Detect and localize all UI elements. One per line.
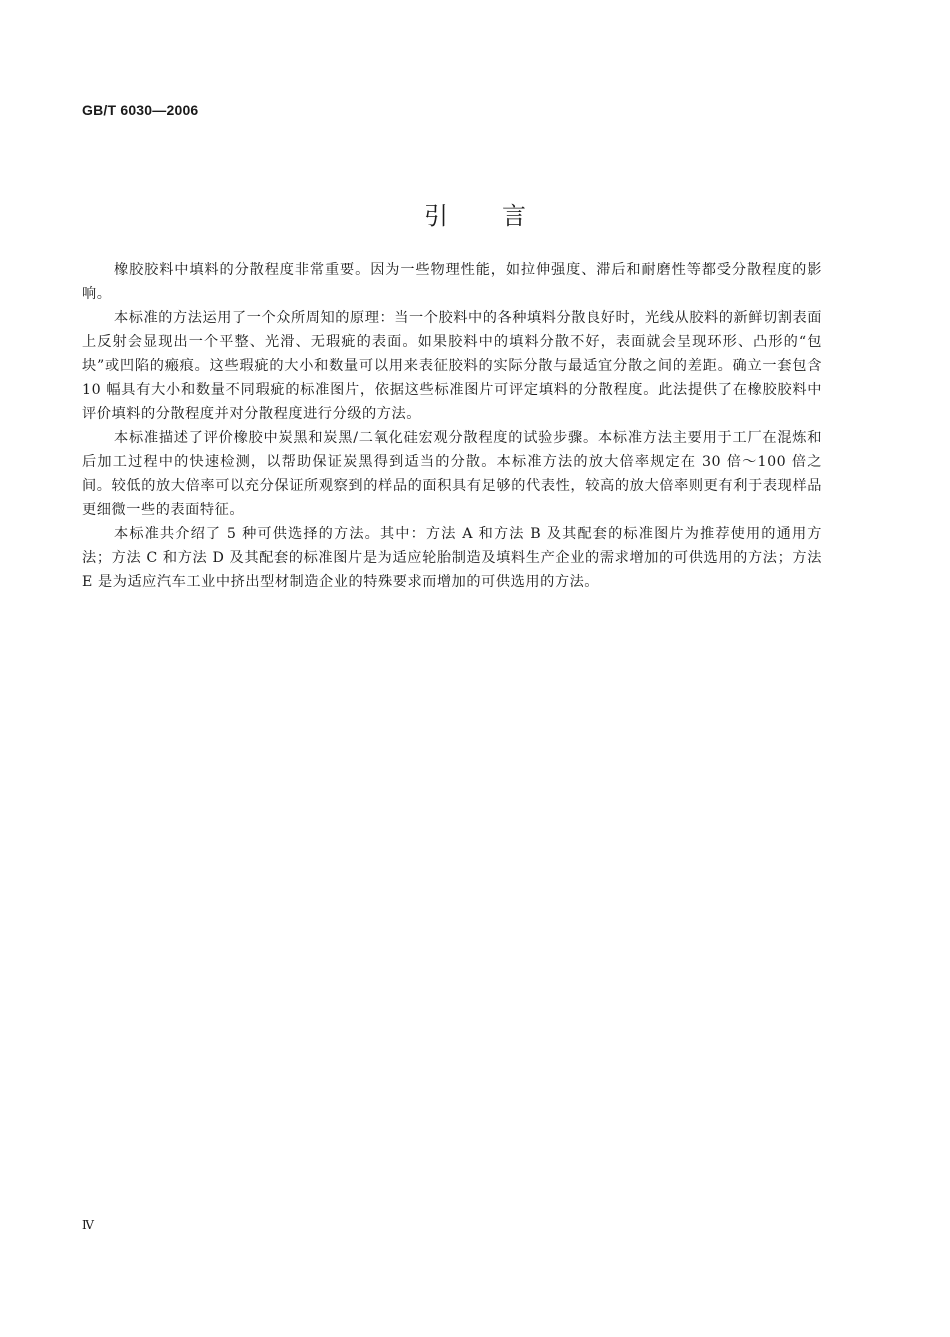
page-number: Ⅳ	[82, 1218, 94, 1232]
paragraph-2: 本标准的方法运用了一个众所周知的原理：当一个胶料中的各种填料分散良好时，光线从胶料的新鲜切割表面上反射会显现出一个平整、光滑、无瑕疵的表面。如果胶料中的填料分散不好，表面就会呈现环形、凸形的“包块”或凹陷的瘢痕。这些瑕疵的大小和数量可以用来表征胶料的实际分散与最适宜分散之间的差距。确立一套包含 10 幅具有大小和数量不同瑕疵的标准图片，依据这些标准图片可评定填料的分散程度。此法提供了在橡胶胶料中评价填料的分散程度并对分散程度进行分级的方法。	[82, 310, 822, 422]
paragraph-1: 橡胶胶料中填料的分散程度非常重要。因为一些物理性能，如拉伸强度、滞后和耐磨性等都受分散程度的影响。	[82, 262, 822, 302]
paragraph-4: 本标准共介绍了 5 种可供选择的方法。其中：方法 A 和方法 B 及其配套的标准图片为推荐使用的通用方法；方法 C 和方法 D 及其配套的标准图片是为适应轮胎制造及填料生产企业的需求增加的可供选用的方法；方法 E 是为适应汽车工业中挤出型材制造企业的特殊要求而增加的可供选用的方法。	[82, 526, 822, 590]
standard-code: GB/T 6030—2006	[82, 102, 199, 118]
page-title: 引言	[424, 202, 580, 231]
introduction-body	[82, 258, 822, 594]
paragraph-3: 本标准描述了评价橡胶中炭黑和炭黑/二氧化硅宏观分散程度的试验步骤。本标准方法主要用于工厂在混炼和后加工过程中的快速检测，以帮助保证炭黑得到适当的分散。本标准方法的放大倍率规定在 30 倍～100 倍之间。较低的放大倍率可以充分保证所观察到的样品的面积具有足够的代表性，较高的放大倍率则更有利于表现样品更细微一些的表面特征。	[82, 430, 822, 518]
